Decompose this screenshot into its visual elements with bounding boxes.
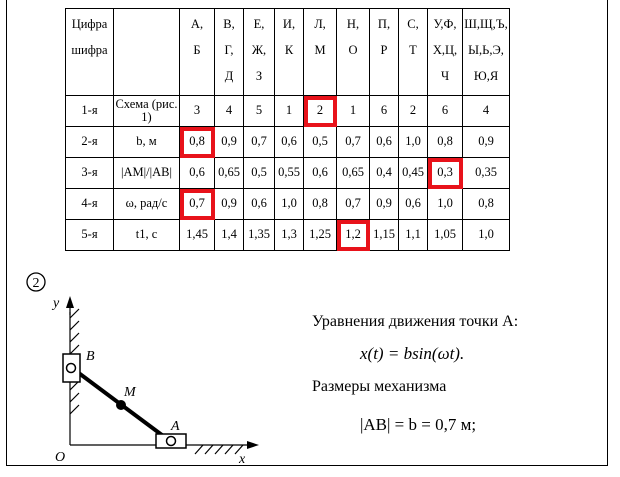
table-header-row bbox=[66, 9, 510, 96]
highlighted-value-cell: 2 bbox=[304, 96, 337, 127]
value-cell: 6 bbox=[428, 96, 463, 127]
header-text: Б bbox=[193, 43, 201, 57]
header-col-cell bbox=[370, 9, 399, 96]
header-col-cell bbox=[215, 9, 244, 96]
header-text: И, bbox=[282, 17, 296, 31]
value-cell: 1,15 bbox=[370, 220, 399, 251]
header-text: Л, bbox=[314, 17, 326, 31]
header-text: Р bbox=[380, 43, 388, 57]
header-text: В, bbox=[223, 17, 235, 31]
header-col-cell bbox=[304, 9, 337, 96]
value-cell: 0,9 bbox=[215, 189, 244, 220]
value-cell: 0,7 bbox=[337, 127, 370, 158]
header-text: Ю,Я bbox=[473, 69, 499, 83]
header-text: Е, bbox=[253, 17, 265, 31]
table-body bbox=[66, 96, 510, 251]
value-cell: 1 bbox=[275, 96, 304, 127]
header-col-cell bbox=[337, 9, 370, 96]
header-text: Ч bbox=[440, 69, 450, 83]
table-row bbox=[66, 189, 510, 220]
point-label-m: M bbox=[124, 385, 136, 400]
point-label-a: A bbox=[171, 419, 180, 434]
value-cell: 1,0 bbox=[463, 220, 510, 251]
joint-b bbox=[67, 364, 76, 373]
motion-formula: x(t) = bsin(ωt). bbox=[360, 344, 465, 363]
row-param-cell: |AM|/|AB| bbox=[114, 158, 180, 189]
value-cell: 0,4 bbox=[370, 158, 399, 189]
x-axis-arrow bbox=[247, 441, 259, 449]
point-label-b: B bbox=[86, 349, 95, 364]
row-param-cell: Схема (рис. 1) bbox=[114, 96, 180, 127]
value-cell: 0,55 bbox=[275, 158, 304, 189]
value-cell: 0,65 bbox=[337, 158, 370, 189]
value-cell: 0,9 bbox=[215, 127, 244, 158]
row-digit-cell: 2-я bbox=[66, 127, 114, 158]
header-text: П, bbox=[377, 17, 391, 31]
value-cell: 1,4 bbox=[215, 220, 244, 251]
header-col-cell bbox=[275, 9, 304, 96]
value-cell: 1,35 bbox=[244, 220, 275, 251]
value-cell: 4 bbox=[215, 96, 244, 127]
axis-label-y: y bbox=[53, 296, 60, 311]
value-cell: 0,9 bbox=[463, 127, 510, 158]
value-cell: 0,8 bbox=[463, 189, 510, 220]
header-text: Н, bbox=[346, 17, 360, 31]
header-text: Ш,Щ,Ъ, bbox=[464, 17, 508, 31]
value-cell: 0,35 bbox=[463, 158, 510, 189]
header-text: М bbox=[314, 43, 326, 57]
value-cell: 6 bbox=[370, 96, 399, 127]
value-cell: 1,0 bbox=[428, 189, 463, 220]
value-cell: 0,8 bbox=[304, 189, 337, 220]
header-text: А, bbox=[190, 17, 204, 31]
value-cell: 0,6 bbox=[370, 127, 399, 158]
header-text: шифра bbox=[71, 43, 108, 57]
dimensions-title: Размеры механизма bbox=[312, 378, 447, 395]
row-digit-cell: 4-я bbox=[66, 189, 114, 220]
value-cell: 0,5 bbox=[244, 158, 275, 189]
highlighted-value-cell: 1,2 bbox=[337, 220, 370, 251]
value-cell: 2 bbox=[399, 96, 428, 127]
header-text: Ы,Ь,Э, bbox=[468, 43, 504, 57]
value-cell: 0,6 bbox=[399, 189, 428, 220]
row-param-cell: ω, рад/с bbox=[114, 189, 180, 220]
value-cell: 1,25 bbox=[304, 220, 337, 251]
figure-number-label: 2 bbox=[32, 276, 40, 291]
value-cell: 0,7 bbox=[244, 127, 275, 158]
value-cell: 1,0 bbox=[275, 189, 304, 220]
origin-label: O bbox=[55, 450, 66, 465]
table-row bbox=[66, 158, 510, 189]
header-text: Цифра bbox=[71, 17, 108, 31]
header-text: Т bbox=[409, 43, 417, 57]
header-text: Х,Ц, bbox=[432, 43, 458, 57]
header-col-cell bbox=[180, 9, 215, 96]
row-digit-cell: 5-я bbox=[66, 220, 114, 251]
value-cell: 1,05 bbox=[428, 220, 463, 251]
header-col-cell bbox=[428, 9, 463, 96]
header-empty-cell bbox=[114, 9, 180, 96]
header-col-cell bbox=[463, 9, 510, 96]
row-param-cell: b, м bbox=[114, 127, 180, 158]
value-cell: 1,3 bbox=[275, 220, 304, 251]
highlighted-value-cell: 0,7 bbox=[180, 189, 215, 220]
header-text: О bbox=[348, 43, 358, 57]
value-cell: 0,65 bbox=[215, 158, 244, 189]
value-cell: 0,6 bbox=[244, 189, 275, 220]
value-cell: 3 bbox=[180, 96, 215, 127]
highlighted-value-cell: 0,8 bbox=[180, 127, 215, 158]
value-cell: 1,1 bbox=[399, 220, 428, 251]
value-cell: 0,6 bbox=[180, 158, 215, 189]
value-cell: 0,6 bbox=[275, 127, 304, 158]
header-col-cell bbox=[399, 9, 428, 96]
point-m bbox=[116, 400, 126, 410]
value-cell: 1,45 bbox=[180, 220, 215, 251]
axis-label-x: x bbox=[239, 452, 246, 467]
value-cell: 0,7 bbox=[337, 189, 370, 220]
value-cell: 0,6 bbox=[304, 158, 337, 189]
variants-table bbox=[65, 8, 510, 251]
header-text: Г, bbox=[224, 43, 234, 57]
table-row bbox=[66, 127, 510, 158]
table-row bbox=[66, 96, 510, 127]
row-digit-cell: 1-я bbox=[66, 96, 114, 127]
header-digit-cell bbox=[66, 9, 114, 96]
value-cell: 1,0 bbox=[399, 127, 428, 158]
row-param-cell: t1, с bbox=[114, 220, 180, 251]
header-col-cell bbox=[244, 9, 275, 96]
header-text: С, bbox=[407, 17, 419, 31]
ab-length-formula: |AB| = b = 0,7 м; bbox=[360, 415, 477, 434]
header-text: Д bbox=[224, 69, 234, 83]
value-cell: 4 bbox=[463, 96, 510, 127]
table-row bbox=[66, 220, 510, 251]
mechanism-diagram bbox=[25, 270, 265, 470]
equations-title: Уравнения движения точки A: bbox=[312, 313, 519, 330]
value-cell: 5 bbox=[244, 96, 275, 127]
header-text: У,Ф, bbox=[433, 17, 457, 31]
value-cell: 1 bbox=[337, 96, 370, 127]
row-digit-cell: 3-я bbox=[66, 158, 114, 189]
highlighted-value-cell: 0,3 bbox=[428, 158, 463, 189]
header-text: К bbox=[284, 43, 294, 57]
value-cell: 0,5 bbox=[304, 127, 337, 158]
joint-a bbox=[167, 437, 176, 446]
value-cell: 0,9 bbox=[370, 189, 399, 220]
value-cell: 0,45 bbox=[399, 158, 428, 189]
value-cell: 0,8 bbox=[428, 127, 463, 158]
header-text: З bbox=[255, 69, 263, 83]
header-text: Ж, bbox=[251, 43, 267, 57]
